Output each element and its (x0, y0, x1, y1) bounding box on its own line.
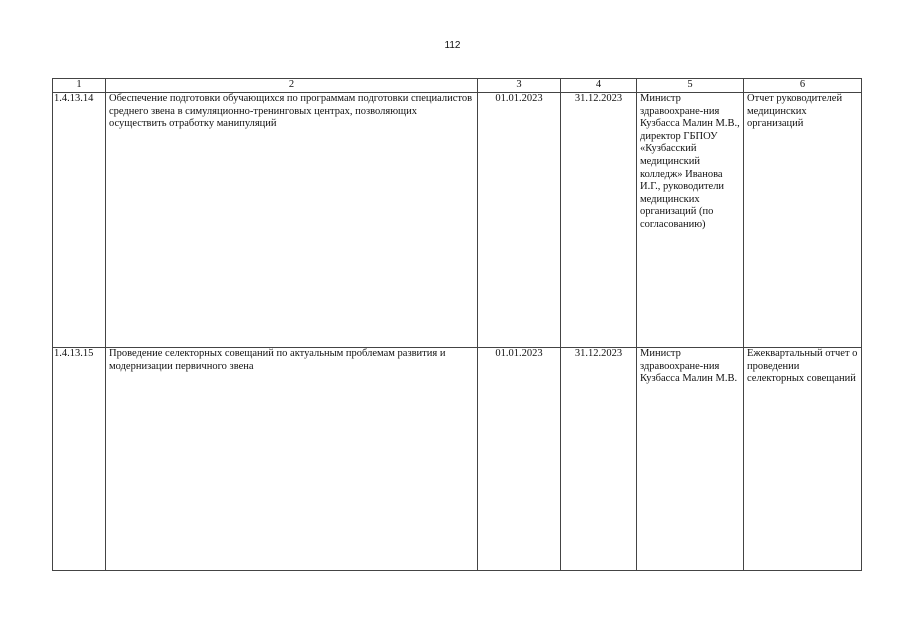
header-col-2: 2 (106, 79, 478, 93)
row-description: Проведение селекторных совещаний по актуальным проблемам развития и модернизации первичного звена (106, 348, 478, 571)
header-col-6: 6 (744, 79, 862, 93)
header-col-5: 5 (637, 79, 744, 93)
row-result: Ежеквартальный отчет о проведении селекторных совещаний (744, 348, 862, 571)
table-row (53, 93, 862, 348)
header-col-3: 3 (478, 79, 561, 93)
row-end-date: 31.12.2023 (561, 93, 637, 348)
header-row (53, 79, 862, 93)
page-number: 112 (444, 40, 461, 51)
table-row (53, 348, 862, 571)
row-result: Отчет руководителей медицинских организаций (744, 93, 862, 348)
row-start-date: 01.01.2023 (478, 348, 561, 571)
row-start-date: 01.01.2023 (478, 93, 561, 348)
row-responsible: Министр здравоохране-ния Кузбасса Малин М.В. (637, 348, 744, 571)
row-code: 1.4.13.14 (53, 93, 106, 348)
header-col-4: 4 (561, 79, 637, 93)
plan-table (52, 78, 862, 571)
row-end-date: 31.12.2023 (561, 348, 637, 571)
row-responsible: Министр здравоохране-ния Кузбасса Малин М.В., директор ГБПОУ «Кузбасский медицинский колледж» Иванова И.Г., руководители медицинских организаций (по согласованию) (637, 93, 744, 348)
row-code: 1.4.13.15 (53, 348, 106, 571)
row-description: Обеспечение подготовки обучающихся по программам подготовки специалистов среднего звена в симуляционно-тренинговых центрах, позволяющих осуществить отработку манипуляций (106, 93, 478, 348)
header-col-1: 1 (53, 79, 106, 93)
